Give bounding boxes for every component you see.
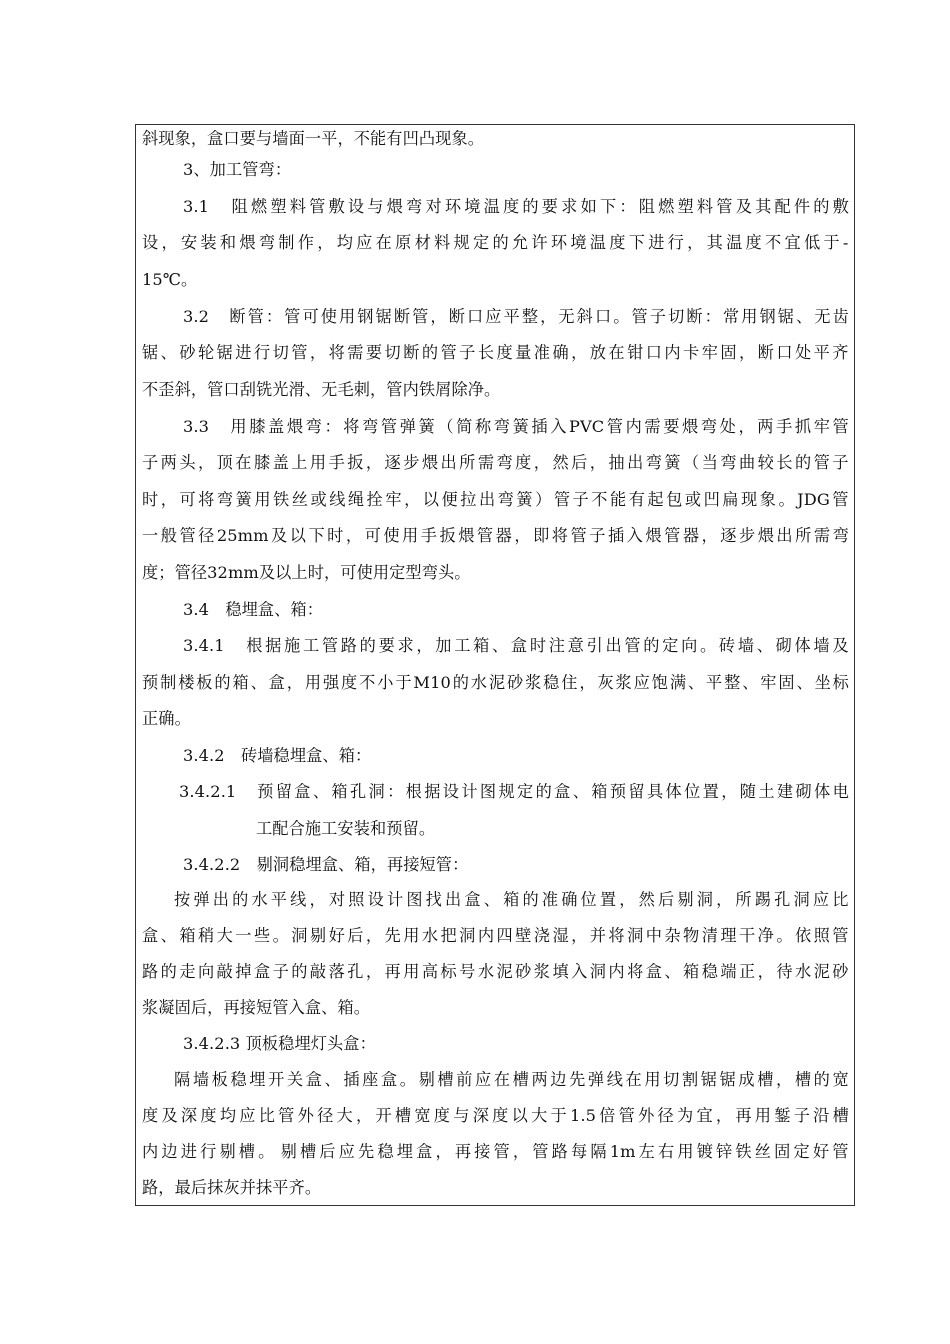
text-line: 3.4.2.3 顶板稳埋灯头盒：: [183, 1034, 376, 1053]
text-line: 3.4.2 砖墙稳埋盒、箱：: [183, 746, 372, 765]
text-line: 子 两 头 ， 顶 在 膝 盖 上 用 手 扳 ， 逐 步 煨 出 所 需 弯 度 ， 然 后 ， 抽 出 弯 簧 （ 当 弯 曲 较 长 的 管 子: [142, 453, 849, 472]
document-frame: [135, 124, 855, 1206]
text-line: 路，最后抹灰并抹平齐。: [142, 1178, 322, 1197]
text-line: 按 弹 出 的 水 平 线 ， 对 照 设 计 图 找 出 盒 、 箱 的 准 确 位 置 ， 然 后 剔 洞 ， 所 踢 孔 洞 应 比: [174, 890, 849, 909]
text-line: 3、加工管弯：: [183, 160, 292, 179]
text-line: 斜现象，盒口要与墙面一平，不能有凹凸现象。: [142, 129, 485, 148]
text-line: 隔 墙 板 稳 埋 开 关 盒 、 插 座 盒 。 剔 槽 前 应 在 槽 两 边 先 弹 线 在 用 切 割 锯 锯 成 槽 ， 槽 的 宽: [174, 1070, 849, 1089]
text-line: 15℃。: [142, 270, 198, 289]
text-line: 正确。: [142, 709, 191, 728]
text-line: 内 边 进 行 剔 槽 。 剔 槽 后 应 先 稳 埋 盒 ， 再 接 管 ， 管 路 每 隔 1m 左 右 用 镀 锌 铁 丝 固 定 好 管: [142, 1142, 849, 1161]
text-line: 盒 、 箱 稍 大 一 些 。 洞 剔 好 后 ， 先 用 水 把 洞 内 四 壁 浇 湿 ， 并 将 洞 中 杂 物 清 理 干 净 。 依 照 管: [142, 926, 849, 945]
text-line: 度；管径32mm及以上时，可使用定型弯头。: [142, 563, 471, 582]
text-line: 预 制 楼 板 的 箱 、 盒 ， 用 强 度 不 小 于 M10 的 水 泥 砂 浆 稳 住 ， 灰 浆 应 饱 满 、 平 整 、 牢 固 、 坐 标: [142, 673, 849, 692]
text-line: 设 ， 安 装 和 煨 弯 制 作 ， 均 应 在 原 材 料 规 定 的 允 许 环 境 温 度 下 进 行 ， 其 温 度 不 宜 低 于 -: [142, 233, 849, 252]
text-line: 3.4.2.2 剔洞稳埋盒、箱，再接短管：: [183, 855, 469, 874]
text-line: 不歪斜，管口刮铣光滑、无毛刺，管内铁屑除净。: [142, 380, 501, 399]
text-line: 浆凝固后，再接短管入盒、箱。: [142, 998, 371, 1017]
text-line: 路 的 走 向 敲 掉 盒 子 的 敲 落 孔 ， 再 用 高 标 号 水 泥 砂 浆 填 入 洞 内 将 盒 、 箱 稳 端 正 ， 待 水 泥 砂: [142, 962, 849, 981]
text-line: 工配合施工安装和预留。: [256, 819, 436, 838]
text-line: 3.2 断 管 ： 管 可 使 用 钢 锯 断 管 ， 断 口 应 平 整 ， 无 斜 口 。 管 子 切 断 ： 常 用 钢 锯 、 无 齿: [183, 307, 849, 326]
text-line: 锯 、 砂 轮 锯 进 行 切 管 ， 将 需 要 切 断 的 管 子 长 度 量 准 确 ， 放 在 钳 口 内 卡 牢 固 ， 断 口 处 平 齐: [142, 343, 849, 362]
text-line: 3.4 稳埋盒、箱：: [183, 600, 324, 619]
text-line: 度 及 深 度 均 应 比 管 外 径 大 ， 开 槽 宽 度 与 深 度 以 大 于 1.5 倍 管 外 径 为 宜 ， 再 用 錾 子 沿 槽: [142, 1106, 849, 1125]
text-line: 3.3 用 膝 盖 煨 弯 ： 将 弯 管 弹 簧 （ 简 称 弯 簧 插 入 PVC 管 内 需 要 煨 弯 处 ， 两 手 抓 牢 管: [183, 417, 849, 436]
text-line: 3.4.1 根 据 施 工 管 路 的 要 求 ， 加 工 箱 、 盒 时 注 意 引 出 管 的 定 向 。 砖 墙 、 砌 体 墙 及: [183, 636, 849, 655]
text-line: 3.1 阻 燃 塑 料 管 敷 设 与 煨 弯 对 环 境 温 度 的 要 求 如 下 ： 阻 燃 塑 料 管 及 其 配 件 的 敷: [183, 197, 849, 216]
text-line: 3.4.2.1 预 留 盒 、 箱 孔 洞 ： 根 据 设 计 图 规 定 的 盒 、 箱 预 留 具 体 位 置 ， 随 土 建 砌 体 电: [179, 782, 849, 801]
text-line: 时 ， 可 将 弯 簧 用 铁 丝 或 线 绳 拴 牢 ， 以 便 拉 出 弯 簧 ） 管 子 不 能 有 起 包 或 凹 扁 现 象 。 JDG 管: [142, 490, 849, 509]
text-line: 一 般 管 径 25mm 及 以 下 时 ， 可 使 用 手 扳 煨 管 器 ， 即 将 管 子 插 入 煨 管 器 ， 逐 步 煨 出 所 需 弯: [142, 526, 849, 545]
